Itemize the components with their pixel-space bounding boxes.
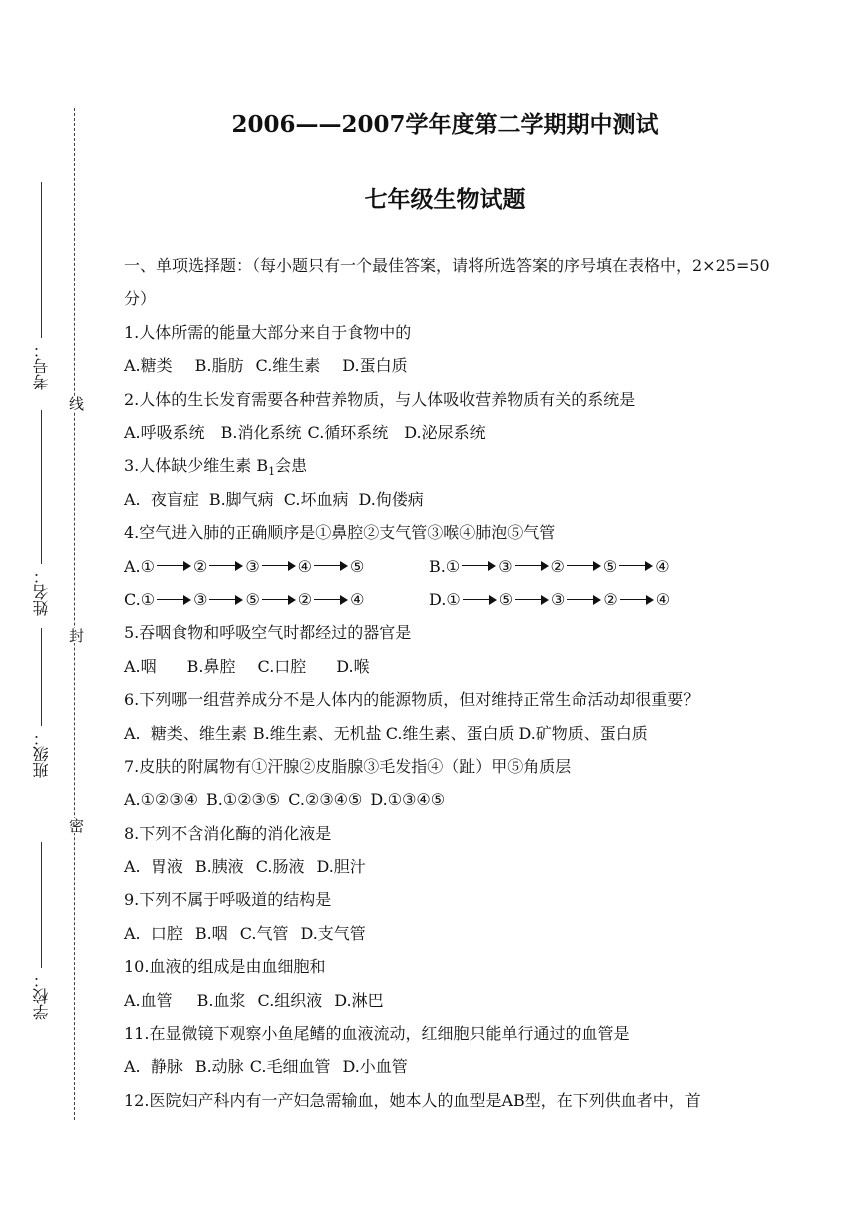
option-2c: C.循环系统 — [307, 422, 389, 442]
options-4-cd — [124, 583, 774, 616]
options-3 — [124, 483, 774, 516]
question-11: 11.在显微镜下观察小鱼尾鳍的血液流动，红细胞只能单行通过的血管是 — [124, 1024, 630, 1044]
question-10: 10.血液的组成是由血细胞和 — [124, 957, 326, 977]
option-1a: A.糖类 — [124, 356, 173, 376]
arrow-right-icon — [619, 559, 653, 573]
options-8 — [124, 850, 774, 883]
name-field — [26, 410, 56, 616]
options-2 — [124, 416, 774, 449]
question-1: 1.人体所需的能量大部分来自于食物中的 — [124, 322, 412, 342]
question-3-subscript: 1 — [268, 465, 276, 479]
seq-item: ② — [603, 589, 618, 609]
question-3-suffix: 会患 — [275, 456, 308, 476]
option-3d: D.佝偻病 — [358, 489, 424, 509]
option-9c: C.气管 — [239, 923, 289, 943]
option-10a: A.血管 — [124, 990, 173, 1010]
question-12: 12.医院妇产科内有一产妇急需输血，她本人的血型是AB型，在下列供血者中，首 — [124, 1090, 701, 1110]
option-9d: D.支气管 — [300, 923, 366, 943]
class-underline — [41, 628, 42, 726]
option-2b: B.消化系统 — [220, 422, 302, 442]
option-4c-label: C. — [124, 589, 141, 609]
arrow-right-icon — [515, 559, 549, 573]
option-8c: C.肠液 — [255, 857, 305, 877]
option-3a: A. 夜盲症 — [124, 489, 199, 509]
option-4d — [429, 583, 670, 616]
option-6c: C.维生素、蛋白质 — [385, 723, 515, 743]
arrow-right-icon — [463, 593, 497, 607]
margin-word-mi: 密 — [67, 818, 85, 833]
options-10 — [124, 984, 774, 1017]
option-6a: A. 糖类、维生素 — [124, 723, 247, 743]
seq-item: ⑤ — [350, 556, 365, 576]
options-6 — [124, 717, 774, 750]
option-5a: A.咽 — [124, 656, 157, 676]
margin-word-feng: 封 — [67, 628, 85, 643]
seq-item: ④ — [297, 556, 313, 576]
seq-item: ② — [192, 556, 208, 576]
arrow-right-icon — [314, 593, 348, 607]
arrow-right-icon — [157, 559, 191, 573]
options-7 — [124, 783, 774, 816]
option-10b: B.血浆 — [196, 990, 246, 1010]
seq-item: ④ — [350, 589, 365, 609]
option-1c: C.维生素 — [255, 356, 321, 376]
seq-item: ⑤ — [602, 556, 618, 576]
arrow-right-icon — [209, 559, 243, 573]
arrow-right-icon — [515, 593, 549, 607]
option-4c — [124, 583, 364, 616]
option-11a: A. 静脉 — [124, 1057, 183, 1077]
option-9a: A. 口腔 — [124, 923, 183, 943]
option-8a: A. 胃液 — [124, 857, 183, 877]
arrow-right-icon — [567, 559, 601, 573]
option-4a-label: A. — [124, 556, 141, 576]
option-6b: B.维生素、无机盐 — [252, 723, 382, 743]
class-field — [26, 628, 56, 778]
option-5d: D.喉 — [336, 656, 370, 676]
seq-item: ④ — [655, 556, 670, 576]
option-3b: B.脚气病 — [208, 489, 274, 509]
option-2d: D.泌尿系统 — [404, 422, 486, 442]
option-7b: B.①②③⑤ — [206, 790, 281, 810]
arrow-right-icon — [262, 593, 296, 607]
page-subtitle: 七年级生物试题 — [364, 186, 526, 213]
arrow-right-icon — [620, 593, 654, 607]
seq-item: ④ — [655, 589, 671, 609]
option-10c: C.组织液 — [257, 990, 323, 1010]
option-9b: B.咽 — [194, 923, 228, 943]
seq-item: ② — [297, 589, 313, 609]
question-2: 2.人体的生长发育需要各种营养物质，与人体吸收营养物质有关的系统是 — [124, 389, 636, 409]
question-6: 6.下列哪一组营养成分不是人体内的能源物质，但对维持正常生命活动却很重要？ — [124, 690, 700, 710]
seq-item: ⑤ — [498, 589, 514, 609]
page-title: 2006——2007学年度第二学期期中测试 — [231, 111, 659, 138]
school-label: 学校： — [31, 972, 51, 1020]
seq-item: ③ — [551, 589, 566, 609]
option-2a: A.呼吸系统 — [124, 422, 205, 442]
seq-item: ③ — [193, 589, 208, 609]
option-8d: D.胆汁 — [316, 857, 366, 877]
options-4-ab — [124, 550, 774, 583]
options-9 — [124, 917, 774, 950]
arrow-right-icon — [567, 593, 601, 607]
seq-item: ① — [446, 589, 461, 609]
option-11b: B.动脉 — [194, 1057, 244, 1077]
arrow-right-icon — [314, 559, 348, 573]
option-8b: B.胰液 — [194, 857, 244, 877]
question-7: 7.皮肤的附属物有①汗腺②皮脂腺③毛发指④（趾）甲⑤角质层 — [124, 756, 572, 776]
seq-item: ③ — [498, 556, 513, 576]
arrow-right-icon — [462, 559, 496, 573]
seq-item: ① — [445, 556, 461, 576]
question-8: 8.下列不含消化酶的消化液是 — [124, 823, 332, 843]
seq-item: ② — [550, 556, 565, 576]
arrow-right-icon — [209, 593, 243, 607]
section-heading: 一、单项选择题：（每小题只有一个最佳答案，请将所选答案的序号填在表格中，2×25=50分） — [124, 256, 770, 309]
name-label: 姓名： — [31, 568, 51, 616]
school-field — [26, 842, 56, 1020]
option-5b: B.鼻腔 — [186, 656, 236, 676]
option-4a — [124, 550, 364, 583]
question-list — [124, 249, 774, 1117]
option-1d: D.蛋白质 — [342, 356, 408, 376]
exam-number-label: 考号： — [31, 342, 51, 390]
option-5c: C.口腔 — [257, 656, 307, 676]
exam-number-underline — [41, 182, 42, 338]
option-7d: D.①③④⑤ — [370, 790, 446, 810]
option-10d: D.淋巴 — [334, 990, 384, 1010]
class-label: 班级： — [31, 730, 51, 778]
margin-word-xian: 线 — [67, 396, 85, 411]
option-6d: D.矿物质、蛋白质 — [518, 723, 648, 743]
options-5 — [124, 650, 774, 683]
options-1 — [124, 349, 774, 382]
option-11c: C.毛细血管 — [249, 1057, 331, 1077]
option-1b: B.脂肪 — [194, 356, 244, 376]
binding-dashed-line — [74, 108, 75, 1120]
seq-item: ⑤ — [245, 589, 260, 609]
seq-item: ① — [140, 556, 155, 576]
arrow-right-icon — [262, 559, 296, 573]
option-7a: A.①②③④ — [124, 790, 199, 810]
option-11d: D.小血管 — [342, 1057, 408, 1077]
exam-number-field — [26, 182, 56, 390]
question-5: 5.吞咽食物和呼吸空气时都经过的器官是 — [124, 623, 412, 643]
question-4: 4.空气进入肺的正确顺序是①鼻腔②支气管③喉④肺泡⑤气管 — [124, 523, 556, 543]
option-7c: C.②③④⑤ — [288, 790, 363, 810]
question-9: 9.下列不属于呼吸道的结构是 — [124, 890, 332, 910]
arrow-right-icon — [157, 593, 191, 607]
option-4b — [429, 550, 670, 583]
option-4b-label: B. — [429, 556, 446, 576]
seq-item: ① — [140, 589, 156, 609]
name-underline — [41, 410, 42, 564]
school-underline — [41, 842, 42, 968]
question-3 — [124, 449, 774, 482]
option-3c: C.坏血病 — [283, 489, 349, 509]
options-11 — [124, 1050, 774, 1083]
option-4d-label: D. — [429, 589, 447, 609]
seq-item: ③ — [245, 556, 260, 576]
question-3-text: 3.人体缺少维生素 B — [124, 456, 269, 476]
